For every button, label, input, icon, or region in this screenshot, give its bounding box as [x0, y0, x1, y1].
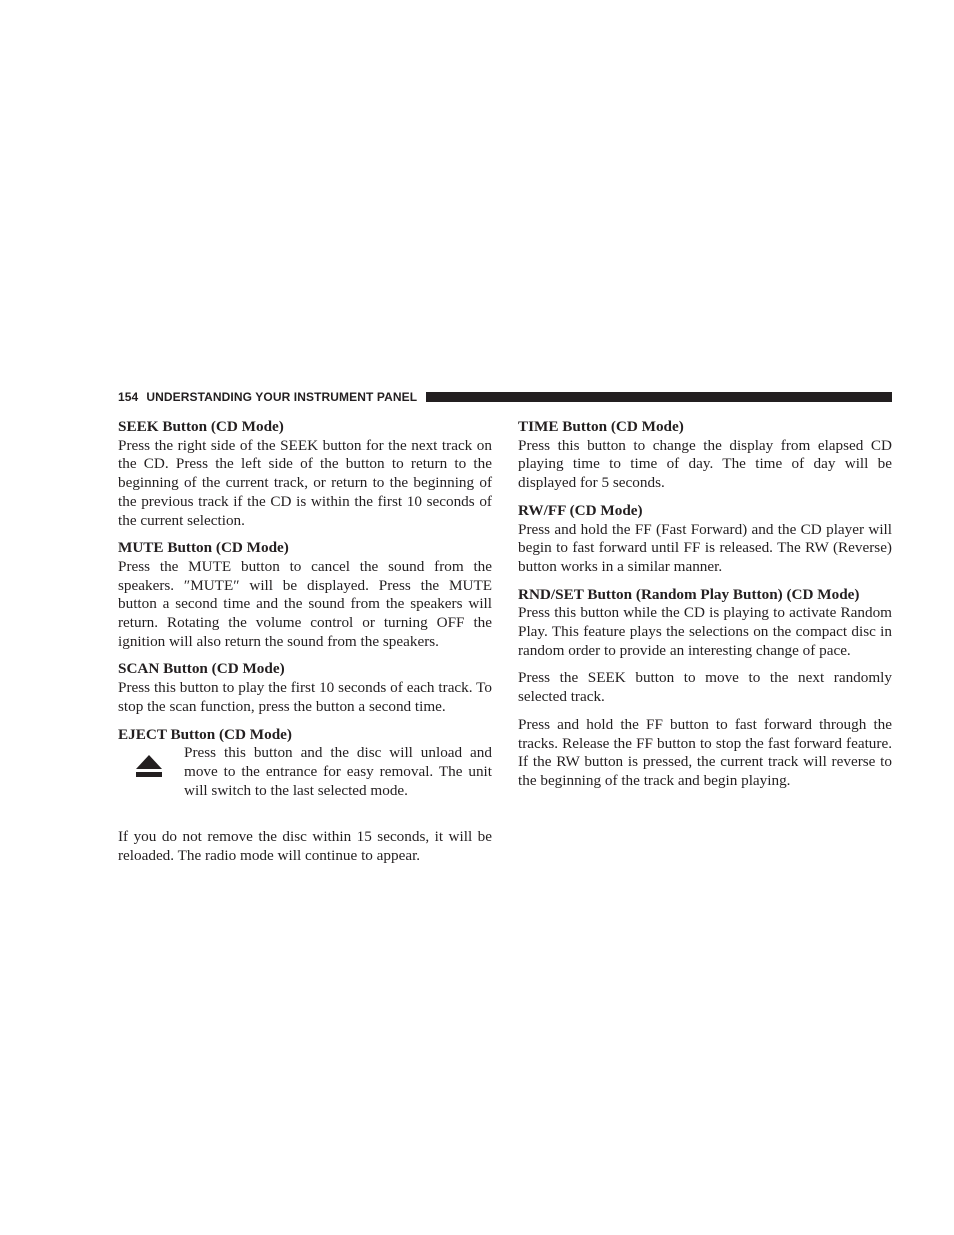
right-column	[518, 418, 892, 791]
rndset-body-1: Press this button while the CD is playing to activate Random Play. This feature plays the selections on the compact disc in random order to provide an interesting change of pace.	[518, 604, 892, 659]
rndset-body-2: Press the SEEK button to move to the next randomly selected track.	[518, 669, 892, 706]
seek-heading: SEEK Button (CD Mode)	[118, 418, 284, 435]
rwff-body: Press and hold the FF (Fast Forward) and the CD player will begin to fast forward until FF is released. The RW (Reverse) button works in a similar manner.	[518, 520, 892, 575]
scan-heading: SCAN Button (CD Mode)	[118, 660, 285, 678]
scan-body: Press this button to play the first 10 seconds of each track. To stop the scan function, press the button a second time.	[118, 679, 492, 715]
header-rule	[426, 392, 892, 402]
scan-section	[118, 660, 492, 716]
eject-followup: If you do not remove the disc within 15 seconds, it will be reloaded. The radio mode will continue to appear.	[118, 828, 492, 865]
seek-section	[118, 418, 492, 530]
section-title: UNDERSTANDING YOUR INSTRUMENT PANEL	[146, 390, 418, 404]
left-column	[118, 418, 492, 866]
eject-icon	[135, 754, 163, 779]
eject-section	[118, 726, 492, 866]
time-section	[518, 418, 892, 493]
eject-heading: EJECT Button (CD Mode)	[118, 725, 292, 743]
page-number: 154	[118, 390, 139, 404]
rwff-heading: RW/FF (CD Mode)	[518, 501, 643, 519]
seek-body: Press the right side of the SEEK button for the next track on the CD. Press the left side of the button to return to the beginning of the current track, or return to the beginning of the previous track if the CD is within the first 10 seconds of the current selection.	[118, 436, 492, 529]
rndset-heading: RND/SET Button (Random Play Button) (CD Mode)	[518, 585, 860, 603]
rwff-section	[518, 502, 892, 577]
rndset-body-3: Press and hold the FF button to fast forward through the tracks. Release the FF button to stop the fast forward feature. If the RW button is pressed, the current track will reverse to the beginning of the track and begin playing.	[518, 715, 892, 789]
eject-body: Press this button and the disc will unload and move to the entrance for easy removal. The unit will switch to the last selected mode.	[184, 744, 492, 799]
time-body: Press this button to change the display from elapsed CD playing time to time of day. The time of day will be displayed for 5 seconds.	[518, 436, 892, 492]
eject-icon-wrap	[118, 744, 184, 779]
page-header	[118, 389, 892, 405]
time-heading: TIME Button (CD Mode)	[518, 418, 684, 435]
mute-body: Press the MUTE button to cancel the sound from the speakers. ″MUTE″ will be displayed. Press the MUTE button a second time and the sound from the speakers will return. Rotating the volume control or turning OFF the ignition will also return the sound from the speakers.	[118, 557, 492, 650]
eject-block	[118, 744, 492, 800]
mute-section	[118, 539, 492, 651]
rndset-section	[518, 586, 892, 791]
mute-heading: MUTE Button (CD Mode)	[118, 539, 289, 557]
